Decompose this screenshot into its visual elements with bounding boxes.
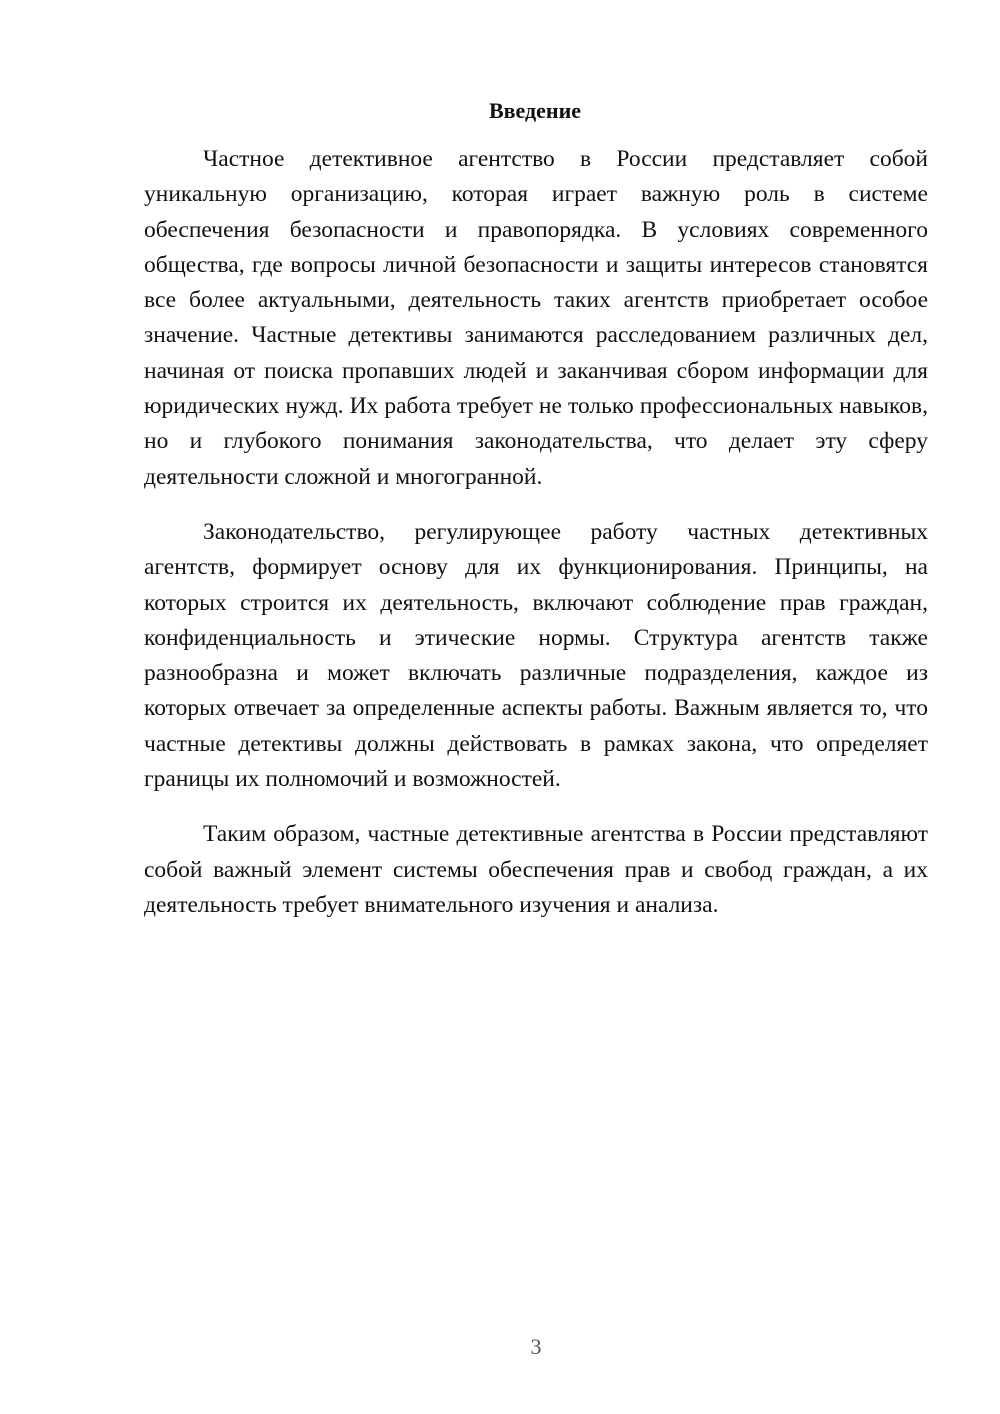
paragraph-1: Частное детективное агентство в России представляет собой уникальную организацию, которая играет важную роль в системе обеспечения безопасности и правопорядка. В условиях современного общества, где вопросы личной безопасности и защиты интересов становятся все более актуальными, деятельность таких агентств приобретает особое значение. Частные детективы занимаются расследованием различных дел, начиная от поиска пропавших людей и заканчивая сбором информации для юридических нужд. Их работа требует не только профессиональных навыков, но и глубокого понимания законодательства, что делает эту сферу деятельности сложной и многогранной.: [144, 146, 928, 490]
paragraph-2: Законодательство, регулирующее работу частных детективных агентств, формирует основу для их функционирования. Принципы, на которых строится их деятельность, включают соблюдение прав граждан, конфиденциальность и этические нормы. Структура агентств также разнообразна и может включать различные подразделения, каждое из которых отвечает за определенные аспекты работы. Важным является то, что частные детективы должны действовать в рамках закона, что определяет границы их полномочий и возможностей.: [144, 518, 928, 793]
paragraph-3: Таким образом, частные детективные агентства в России представляют собой важный элемент системы обеспечения прав и свобод граждан, а их деятельность требует внимательного изучения и анализа.: [144, 821, 928, 918]
section-heading: Введение: [488, 98, 582, 123]
body-text: [144, 142, 928, 923]
page-number: 3: [530, 1334, 542, 1359]
